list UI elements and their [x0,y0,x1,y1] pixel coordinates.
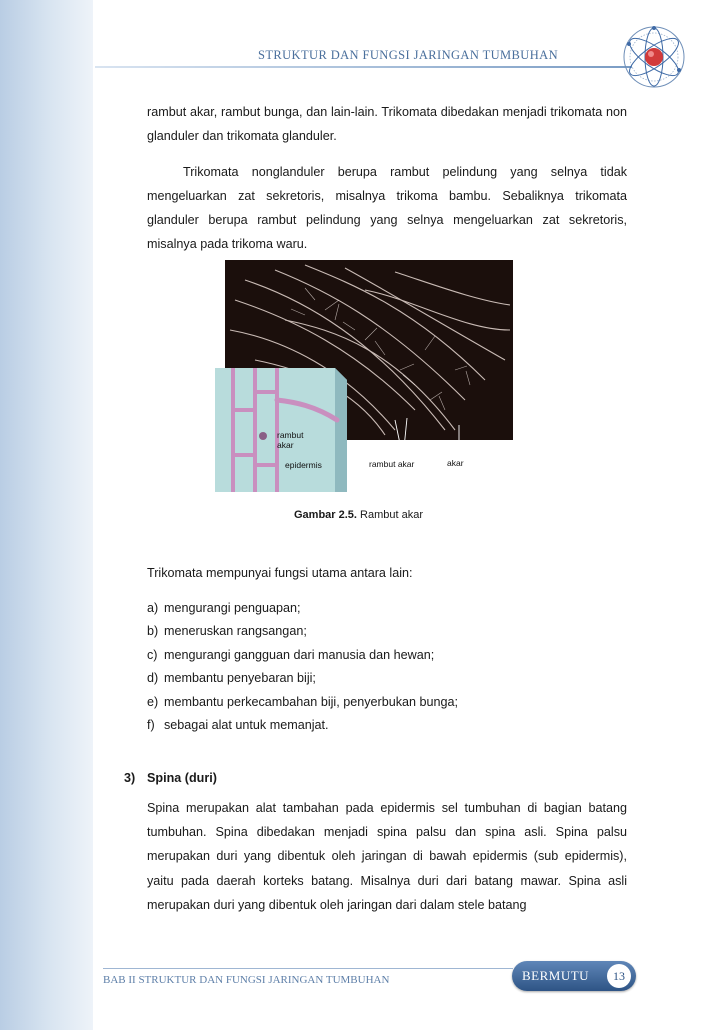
page-number: 13 [607,964,631,988]
footer-rule [103,968,513,969]
functions-intro: Trikomata mempunyai fungsi utama antara lain: [147,566,413,580]
paragraph-spina: Spina merupakan alat tambahan pada epidermis sel tumbuhan di bagian batang tumbuhan. Spina dibedakan menjadi spina palsu dan spina asli. Spina palsu merupakan duri yang dibentuk oleh jaringan di bawah epidermis (sub epidermis), yaitu pada daerah korteks batang. Misalnya duri dari batang mawar. Spina asli merupakan duri yang dibentuk oleh jaringan dari dalam stele batang [147,801,627,912]
caption-text: Rambut akar [356,509,424,521]
list-item: a) mengurangi penguapan; [147,601,301,615]
list-item: d) membantu penyebaran biji; [147,671,316,686]
figure-caption [294,509,423,521]
caption-label: Gambar 2.5. [294,509,357,521]
page-badge [512,961,636,991]
footer-chapter: BAB II STRUKTUR DAN FUNGSI JARINGAN TUMBUHAN [103,974,390,986]
root-hair-figure [215,260,515,492]
label-rambut-akar: rambut akar [369,459,415,469]
functions-list [147,598,458,738]
label-rambut-akar-line2: akar [277,440,294,450]
list-item: c) mengurangi gangguan dari manusia dan hewan; [147,647,435,662]
badge-label: BERMUTU [522,968,590,983]
running-header: STRUKTUR DAN FUNGSI JARINGAN TUMBUHAN [258,48,559,62]
side-band [0,0,93,1030]
paragraph-continuation: rambut akar, rambut bunga, dan lain-lain. Trikomata dibedakan menjadi trikomata non glanduler dan trikomata glanduler. [147,105,627,143]
paragraph-trikomata-types: Trikomata nonglanduler berupa rambut pelindung yang selnya tidak mengeluarkan zat sekretoris, misalnya trikoma bambu. Sebaliknya trikomata glanduler berupa rambut pelindung yang selnya mengeluarkan zat sekretoris, misalnya pada trikoma waru. [147,165,627,251]
institution-seal-icon [621,24,687,90]
list-item: b) meneruskan rangsangan; [147,624,307,639]
section-heading-spina: 3) Spina (duri) [124,771,217,785]
label-epidermis: epidermis [285,460,322,470]
list-item: f) sebagai alat untuk memanjat. [147,717,329,732]
header-rule [95,66,632,68]
list-item: e) membantu perkecambahan biji, penyerbukan bunga; [147,694,459,709]
label-rambut-akar-line1: rambut [277,430,304,440]
label-akar: akar [447,458,464,468]
